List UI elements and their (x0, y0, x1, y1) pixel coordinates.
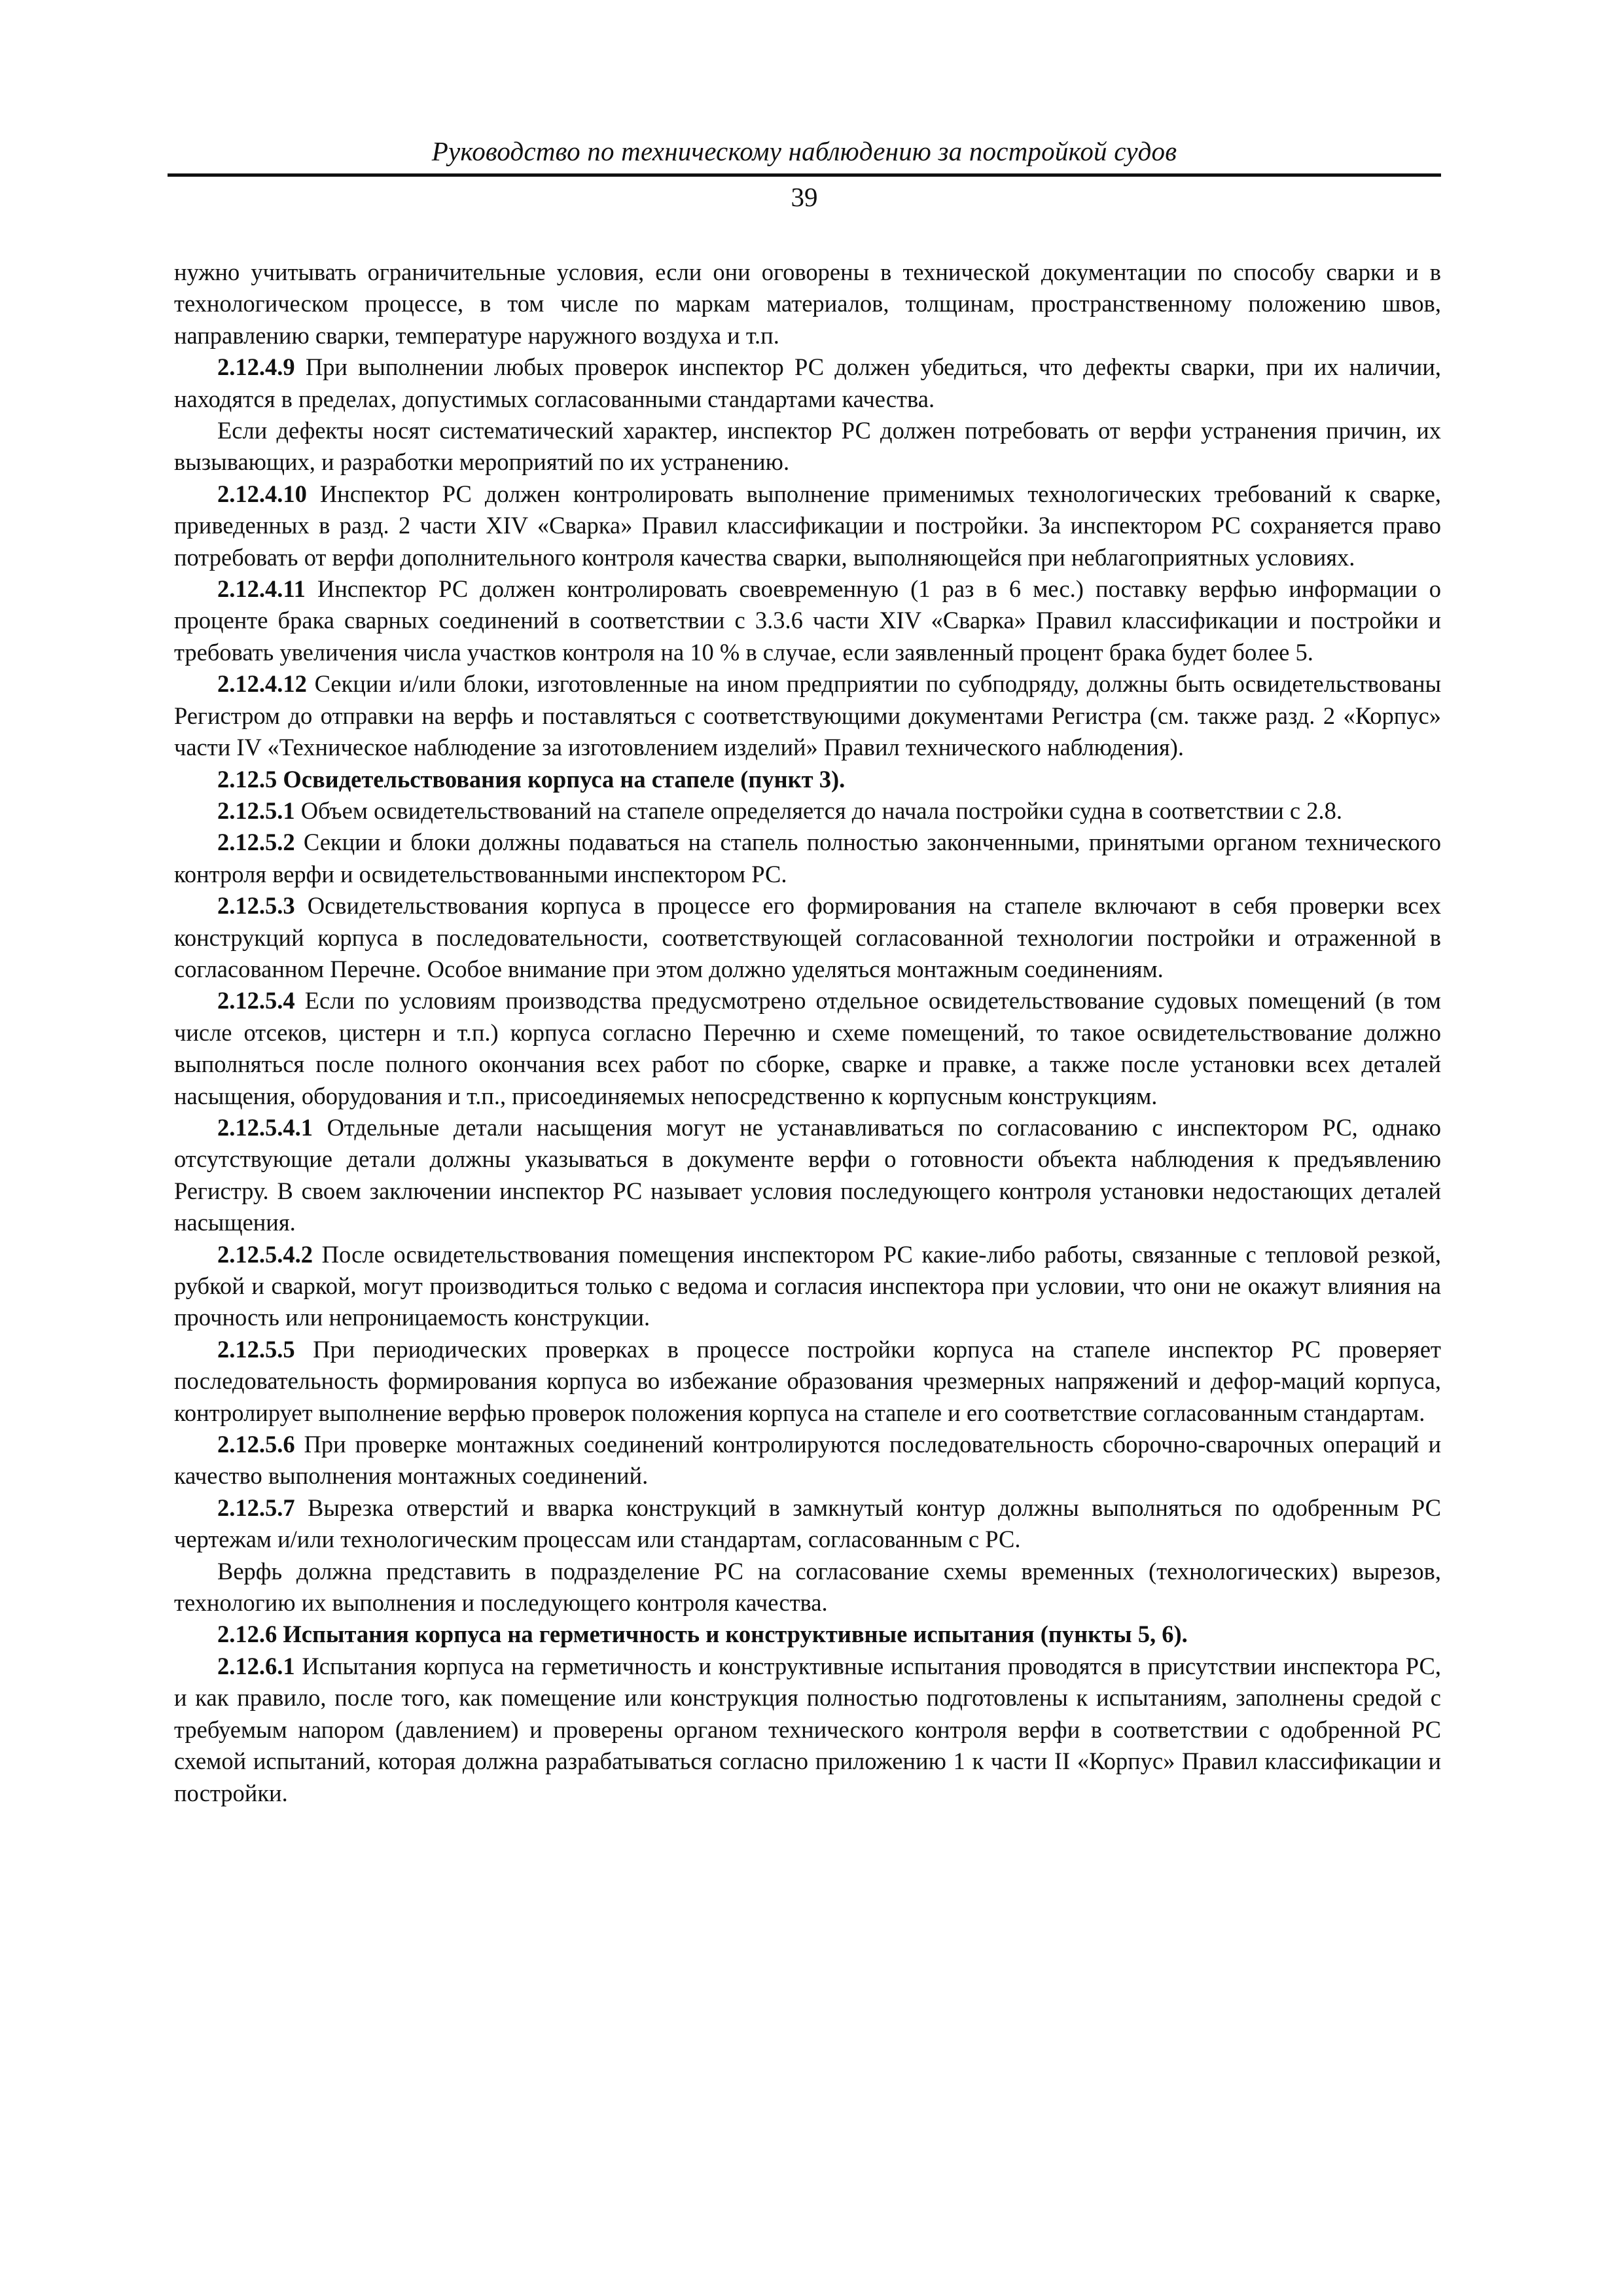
paragraph-text: Инспектор РС должен контролировать выполнение применимых технологических требований к сварке, приведенных в разд. 2 части XIV «Сварка» Правил классификации и постройки. За инспектором РС сохраняется право потребовать от верфи дополнительного контроля качества сварки, выполняющейся при неблагоприятных условиях. (174, 480, 1441, 571)
section-heading-2-12-6 (174, 1619, 1441, 1650)
paragraph-text: Объем освидетельствований на стапеле определяется до начала постройки судна в соответствии с 2.8. (300, 797, 1342, 824)
paragraph (174, 415, 1441, 478)
paragraph-2-12-5-4 (174, 985, 1441, 1112)
paragraph-number: 2.12.5.4.2 (217, 1240, 313, 1268)
paragraph-number: 2.12.5.3 (217, 892, 295, 920)
paragraph (174, 1556, 1441, 1619)
paragraph-2-12-5-4-2 (174, 1239, 1441, 1334)
paragraph-2-12-5-7 (174, 1492, 1441, 1556)
paragraph-text: Вырезка отверстий и вварка конструкций в замкнутый контур должны выполняться по одобренным РС чертежам и/или технологическим процессам или стандартам, согласованным с РС. (174, 1494, 1442, 1553)
paragraph-continuation (174, 257, 1441, 351)
section-heading: 2.12.5 Освидетельствования корпуса на стапеле (пункт 3). (217, 765, 846, 793)
paragraph-number: 2.12.4.10 (217, 480, 307, 507)
paragraph-text: Если по условиям производства предусмотрено отдельное освидетельствование судовых помещений (в том числе отсеков, цистерн и т.п.) корпуса согласно Перечню и схеме помещений, то такое освидетельствование должно выполняться после полного окончания всех работ по сборке, сварке и правке, а также после установки всех деталей насыщения, оборудования и т.п., присоединяемых непосредственно к корпусным конструкциям. (174, 987, 1442, 1109)
document-body (174, 257, 1441, 1809)
paragraph-text: нужно учитывать ограничительные условия, если они оговорены в технической документации по способу сварки и в технологическом процессе, в том числе по маркам материалов, толщинам, пространственному положению швов, направлению сварки, температуре наружного воздуха и т.п. (174, 259, 1441, 349)
paragraph-number: 2.12.6.1 (217, 1652, 295, 1679)
paragraph-2-12-5-6 (174, 1429, 1441, 1492)
paragraph-2-12-4-9 (174, 351, 1441, 415)
paragraph-text: При выполнении любых проверок инспектор РС должен убедиться, что дефекты сварки, при их наличии, находятся в пределах, допустимых согласованными стандартами качества. (174, 353, 1441, 412)
paragraph-number: 2.12.4.11 (217, 575, 306, 603)
page-number: 39 (791, 182, 818, 212)
paragraph-number: 2.12.5.4 (217, 987, 295, 1014)
running-header-title: Руководство по техническому наблюдению за постройкой судов (431, 136, 1177, 166)
paragraph-text: Секции и/или блоки, изготовленные на ином предприятии по субподряду, должны быть освидетельствованы Регистром до отправки на верфь и поставляться с соответствующими документами Регистра (см. также разд. 2 «Корпус» части IV «Техническое наблюдение за изготовлением изделий» Правил технического наблюдения). (174, 670, 1441, 761)
page-header (168, 134, 1441, 213)
paragraph-2-12-5-5 (174, 1334, 1441, 1429)
section-heading-2-12-5 (174, 764, 1441, 795)
paragraph-text: При проверке монтажных соединений контролируются последовательность сборочно-сварочных операций и качество выполнения монтажных соединений. (174, 1431, 1441, 1490)
paragraph-number: 2.12.5.7 (217, 1494, 295, 1521)
paragraph-2-12-5-3 (174, 890, 1441, 985)
paragraph-number: 2.12.5.1 (217, 797, 295, 824)
paragraph-2-12-6-1 (174, 1651, 1441, 1809)
paragraph-text: Освидетельствования корпуса в процессе его формирования на стапеле включают в себя проверки всех конструкций корпуса в последовательности, соответствующей согласованной технологии постройки и отраженной в согласованном Перечне. Особое внимание при этом должно уделяться монтажным соединениям. (174, 892, 1442, 982)
section-heading: 2.12.6 Испытания корпуса на герметичность и конструктивные испытания (пункты 5, 6). (217, 1621, 1188, 1648)
paragraph-text: Верфь должна представить в подразделение РС на согласование схемы временных (технологических) вырезов, технологию их выполнения и последующего контроля качества. (174, 1557, 1441, 1617)
paragraph-text: Если дефекты носят систематический характер, инспектор РС должен потребовать от верфи устранения причин, их вызывающих, и разработки мероприятий по их устранению. (174, 417, 1441, 476)
paragraph-text: После освидетельствования помещения инспектором РС какие-либо работы, связанные с тепловой резкой, рубкой и сваркой, могут производиться только с ведома и согласия инспектора при условии, что они не окажут влияния на прочность или непроницаемость конструкции. (174, 1240, 1441, 1331)
paragraph-text: Испытания корпуса на герметичность и конструктивные испытания проводятся в присутствии инспектора РС, и как правило, после того, как помещение или конструкция полностью подготовлены к испытаниям, заполнены средой с требуемым напором (давлением) и проверены органом технического контроля верфи в соответствии с одобренной РС схемой испытаний, которая должна разрабатываться согласно приложению 1 к части II «Корпус» Правил классификации и постройки. (174, 1652, 1442, 1806)
paragraph-number: 2.12.5.2 (217, 829, 295, 856)
paragraph-number: 2.12.5.6 (217, 1431, 295, 1458)
paragraph-2-12-4-12 (174, 668, 1441, 763)
paragraph-2-12-4-10 (174, 478, 1441, 573)
paragraph-2-12-5-1 (174, 795, 1441, 827)
paragraph-number: 2.12.5.4.1 (217, 1113, 313, 1141)
paragraph-number: 2.12.4.12 (217, 670, 307, 698)
paragraph-2-12-5-4-1 (174, 1112, 1441, 1239)
paragraph-text: При периодических проверках в процессе постройки корпуса на стапеле инспектор РС проверяет последовательность формирования корпуса во избежание образования чрезмерных напряжений и дефор-маций корпуса, контролирует выполнение верфью проверок положения корпуса на стапеле и его соответствие согласованным стандартам. (174, 1335, 1441, 1426)
paragraph-2-12-4-11 (174, 573, 1441, 668)
paragraph-text: Отдельные детали насыщения могут не устанавливаться по согласованию с инспектором РС, однако отсутствующие детали должны указываться в документе верфи о готовности объекта наблюдения к предъявлению Регистру. В своем заключении инспектор РС называет условия последующего контроля установки недостающих деталей насыщения. (174, 1113, 1441, 1236)
paragraph-text: Инспектор РС должен контролировать своевременную (1 раз в 6 мес.) поставку верфью информации о проценте брака сварных соединений в соответствии с 3.3.6 части XIV «Сварка» Правил классификации и постройки и требовать увеличения числа участков контроля на 10 % в случае, если заявленный процент брака будет более 5. (174, 575, 1442, 666)
paragraph-text: Секции и блоки должны подаваться на стапель полностью законченными, принятыми органом технического контроля верфи и освидетельствованными инспектором РС. (174, 829, 1442, 888)
paragraph-2-12-5-2 (174, 827, 1441, 890)
paragraph-number: 2.12.4.9 (217, 353, 295, 381)
paragraph-number: 2.12.5.5 (217, 1335, 295, 1363)
header-rule (168, 173, 1441, 177)
